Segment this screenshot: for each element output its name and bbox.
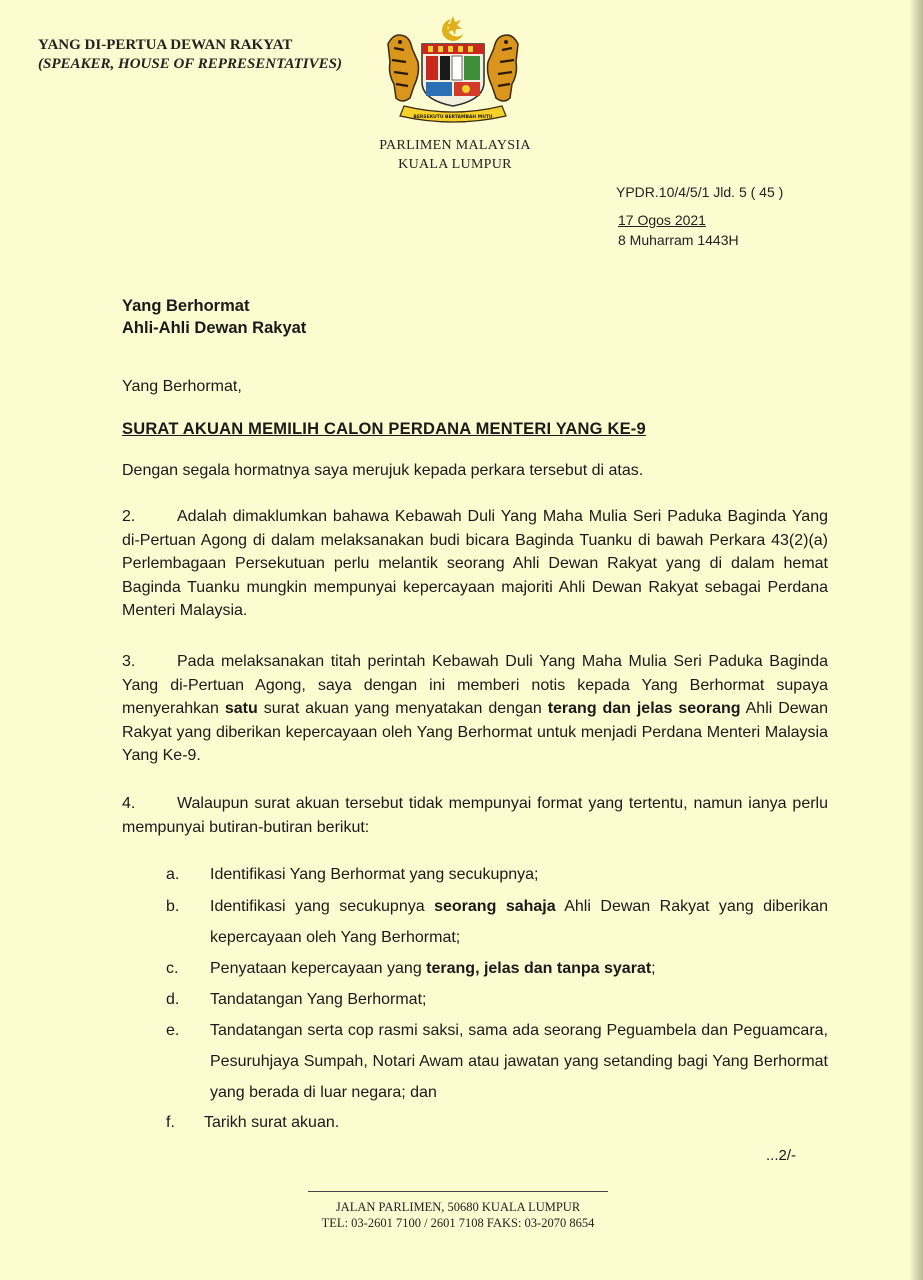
parliament-heading [360,136,550,174]
footer-address: JALAN PARLIMEN, 50680 KUALA LUMPUR [335,1200,581,1214]
page-edge-shadow [909,0,923,1280]
list-item-text-bold: terang, jelas dan tanpa syarat [426,960,652,977]
list-item-text-pre: Penyataan kepercayaan yang [210,960,422,977]
speaker-title-english: (SPEAKER, HOUSE OF REPRESENTATIVES) [38,56,342,72]
paragraph-3-text-b: surat akuan yang menyatakan dengan [263,700,542,717]
list-item-text: Tarikh surat akuan. [204,1114,340,1131]
list-item-text-post: Ahli Dewan Rakyat yang diberikan kepercayaan oleh Yang Berhormat; [210,898,829,946]
parliament-name: PARLIMEN MALAYSIA [379,138,531,153]
paragraph-4-number: 4. [122,795,136,812]
list-item-label: d. [166,991,180,1008]
paragraph-4 [122,792,828,839]
list-item-text [210,953,828,984]
list-item-text [210,891,828,953]
paragraph-2 [122,505,828,623]
list-item-text: Tandatangan serta cop rasmi saksi, sama ada seorang Peguambela dan Peguamcara, Pesuruhjaya Sumpah, Notari Awam atau jawatan yang setanding bagi Yang Berhormat yang berada di luar negara; dan [210,1022,828,1101]
subject-line: SURAT AKUAN MEMILIH CALON PERDANA MENTERI YANG KE-9 [122,420,646,438]
footer-divider [308,1191,608,1192]
crest-motto: BERSEKUTU BERTAMBAH MUTU [413,115,493,120]
list-item-label: f. [166,1114,175,1131]
speaker-title [38,36,342,74]
list-item-label: e. [166,1022,180,1039]
coat-of-arms-emblem [380,14,526,126]
addressee-line-2: Ahli-Ahli Dewan Rakyat [122,319,307,337]
speaker-title-malay: YANG DI-PERTUA DEWAN RAKYAT [38,37,293,53]
paragraph-1: Dengan segala hormatnya saya merujuk kepada perkara tersebut di atas. [122,462,644,479]
paragraph-3-bold-2: terang dan jelas seorang [547,700,741,717]
paragraph-3 [122,650,828,768]
list-item-label: a. [166,866,180,883]
footer [296,1199,620,1231]
reference-number: YPDR.10/4/5/1 Jld. 5 ( 45 ) [616,184,784,200]
list-item-text: Identifikasi Yang Berhormat yang secukupnya; [210,866,539,883]
paragraph-2-number: 2. [122,508,136,525]
addressee-line-1: Yang Berhormat [122,297,250,315]
list-item-text-pre: Identifikasi yang secukupnya [210,898,425,915]
list-item-text: Tandatangan Yang Berhormat; [210,991,427,1008]
paragraph-2-text: Adalah dimaklumkan bahawa Kebawah Duli Yang Maha Mulia Seri Paduka Baginda Yang di-Pertuan Agong di dalam melaksanakan budi bicara Baginda Tuanku di bawah Perkara 43(2)(a) Perlembagaan Persekutuan perlu melantik seorang Ahli Dewan Rakyat yang di dalam hemat Baginda Tuanku mungkin mempunyai kepercayaan majoriti Ahli Dewan Rakyat sebagai Perdana Menteri Malaysia. [122,508,828,619]
hijri-date: 8 Muharram 1443H [618,232,739,248]
letter-date: 17 Ogos 2021 [618,212,706,228]
list-item-text-bold: seorang sahaja [434,898,556,915]
list-item-text-post: ; [651,960,656,977]
page-continuation: ...2/- [766,1147,797,1164]
paragraph-3-text-c: Ahli Dewan Rakyat yang diberikan kepercayaan oleh Yang Berhormat untuk menjadi Perdana Menteri Malaysia Yang Ke-9. [122,700,829,764]
list-item-label: c. [166,960,179,977]
paragraph-3-text-a: Pada melaksanakan titah perintah Kebawah Duli Yang Maha Mulia Seri Paduka Baginda Yang di-Pertuan Agong, saya dengan ini memberi notis kepada Yang Berhormat supaya menyerahkan [122,653,828,717]
list-item-label: b. [166,898,180,915]
paragraph-3-number: 3. [122,653,136,670]
addressee [122,295,306,339]
salutation: Yang Berhormat, [122,378,242,395]
paragraph-4-text: Walaupun surat akuan tersebut tidak mempunyai format yang tertentu, namun ianya perlu mempunyai butiran-butiran berikut: [122,795,828,836]
footer-contact: TEL: 03-2601 7100 / 2601 7108 FAKS: 03-2070 8654 [321,1216,595,1230]
parliament-city: KUALA LUMPUR [398,157,512,172]
paragraph-3-bold-1: satu [224,700,258,717]
